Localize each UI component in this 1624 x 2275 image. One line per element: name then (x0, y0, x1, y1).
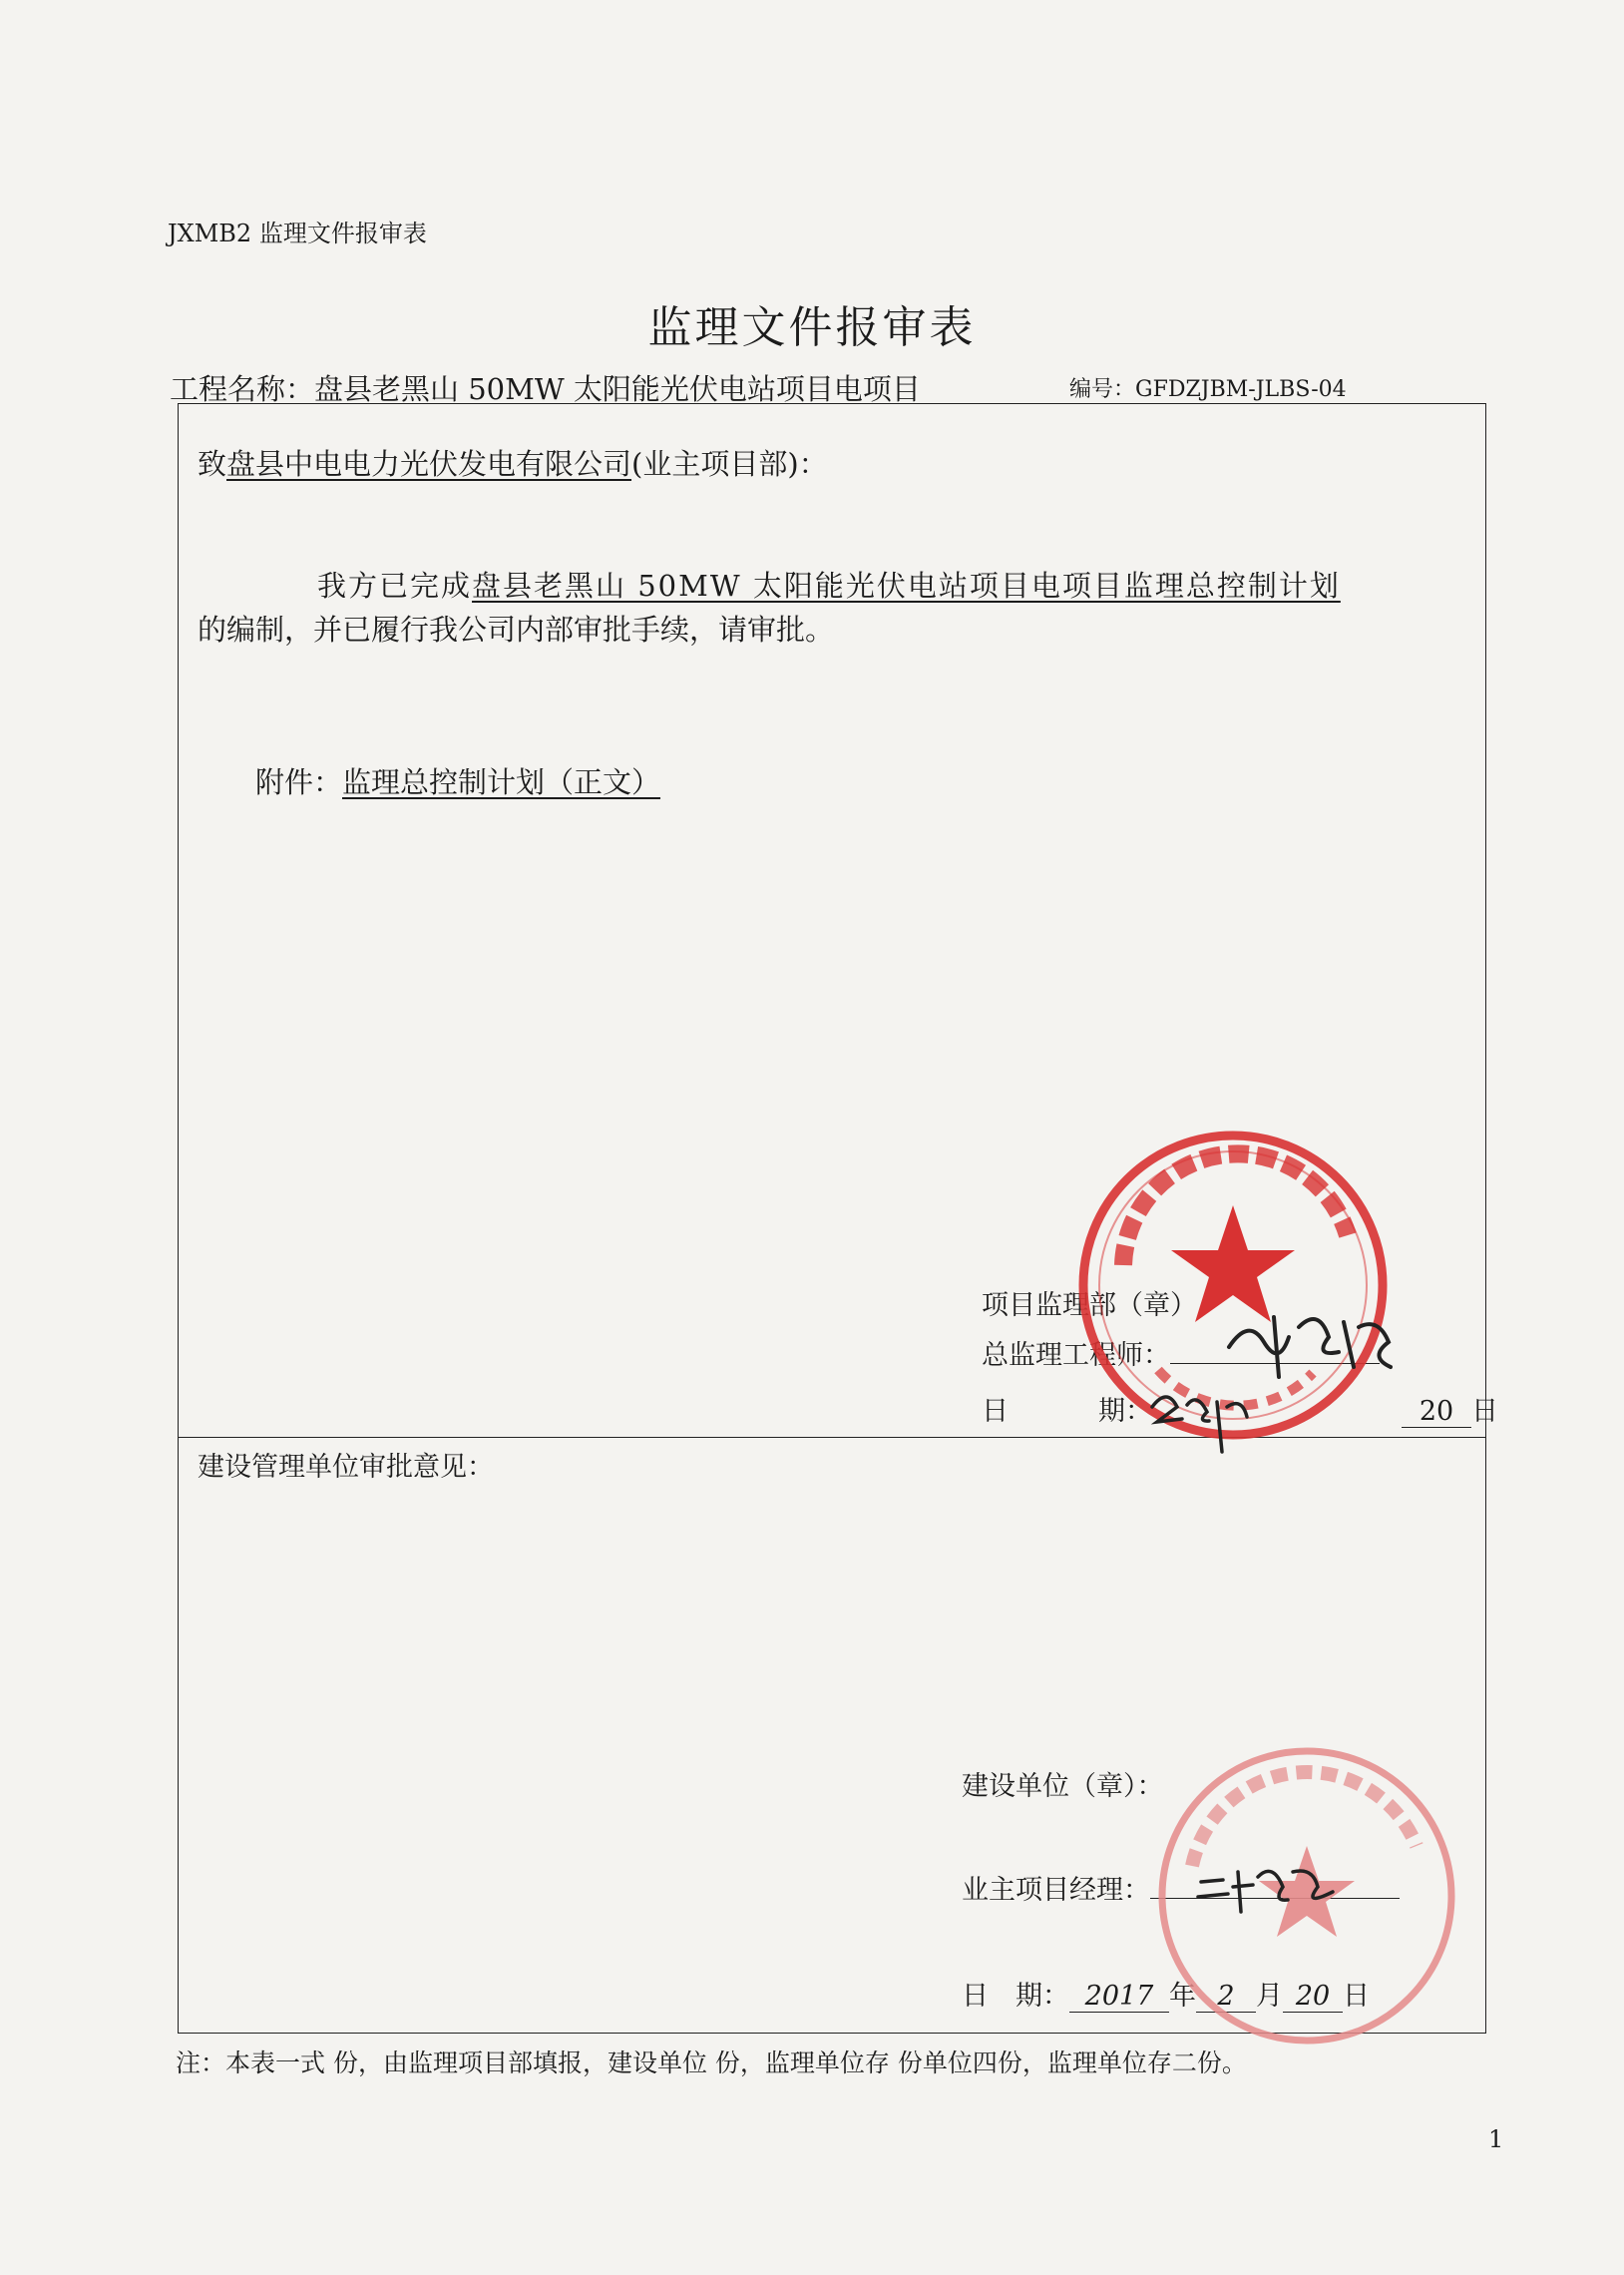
body-prefix: 我方已完成 (317, 569, 473, 603)
page-title: 监理文件报审表 (647, 302, 977, 353)
document-number (1069, 372, 1347, 403)
chief-engineer-signature (1219, 1297, 1399, 1387)
project-label: 工程名称： (170, 372, 315, 406)
project-name: 盘县老黑山 50MW 太阳能光伏电站项目电项目 (314, 372, 921, 406)
attachment-name: 监理总控制计划（正文） (342, 765, 661, 799)
owner-manager-label: 业主项目经理： (962, 1875, 1150, 1906)
addressee-line (198, 442, 828, 483)
owner-day-suffix: 日 (1343, 1981, 1370, 2012)
attachment-line (255, 760, 660, 801)
project-line (170, 367, 921, 408)
body-line-1 (317, 564, 1341, 605)
number-label: 编号： (1069, 377, 1136, 402)
body-subject: 盘县老黑山 50MW 太阳能光伏电站项目电项目监理总控制计划 (472, 569, 1341, 603)
body-line-2: 的编制，并已履行我公司内部审批手续，请审批。 (198, 613, 835, 647)
form-note: 注：本表一式 份，由监理项目部填报，建设单位 份，监理单位存 份单位四份，监理单位存二份。 (176, 2048, 1247, 2077)
chief-engineer-label: 总监理工程师： (982, 1340, 1170, 1371)
owner-day-value: 20 (1283, 1981, 1343, 2013)
owner-year-suffix: 年 (1169, 1981, 1196, 2012)
attachment-label: 附件： (255, 765, 343, 799)
addressee-name: 盘县中电电力光伏发电有限公司 (226, 447, 632, 481)
owner-date-label: 日 期： (962, 1981, 1069, 2012)
supervisor-day-value: 20 (1402, 1396, 1471, 1428)
supervision-dept-label: 项目监理部（章） (982, 1290, 1197, 1321)
owner-month-value: 2 (1196, 1981, 1256, 2013)
owner-unit-label: 建设单位（章）： (962, 1771, 1164, 1802)
date-period-label: 期： (1098, 1396, 1152, 1427)
owner-month-suffix: 月 (1256, 1981, 1283, 2012)
number-value: GFDZJBM-JLBS-04 (1135, 377, 1347, 402)
owner-opinion-label: 建设管理单位审批意见： (198, 1452, 494, 1483)
form-code: JXMB2 监理文件报审表 (168, 220, 427, 247)
addressee-suffix: (业主项目部)： (631, 447, 828, 481)
supervisor-day-suffix: 日 (1471, 1396, 1498, 1427)
owner-manager-signature (1193, 1852, 1353, 1922)
owner-year-value: 2017 (1069, 1981, 1169, 2013)
addressee-prefix: 致 (198, 447, 227, 481)
supervisor-date-handwriting (1147, 1377, 1257, 1457)
date-day-char: 日 (982, 1396, 1009, 1427)
page-mark: 1 (1488, 2125, 1504, 2153)
